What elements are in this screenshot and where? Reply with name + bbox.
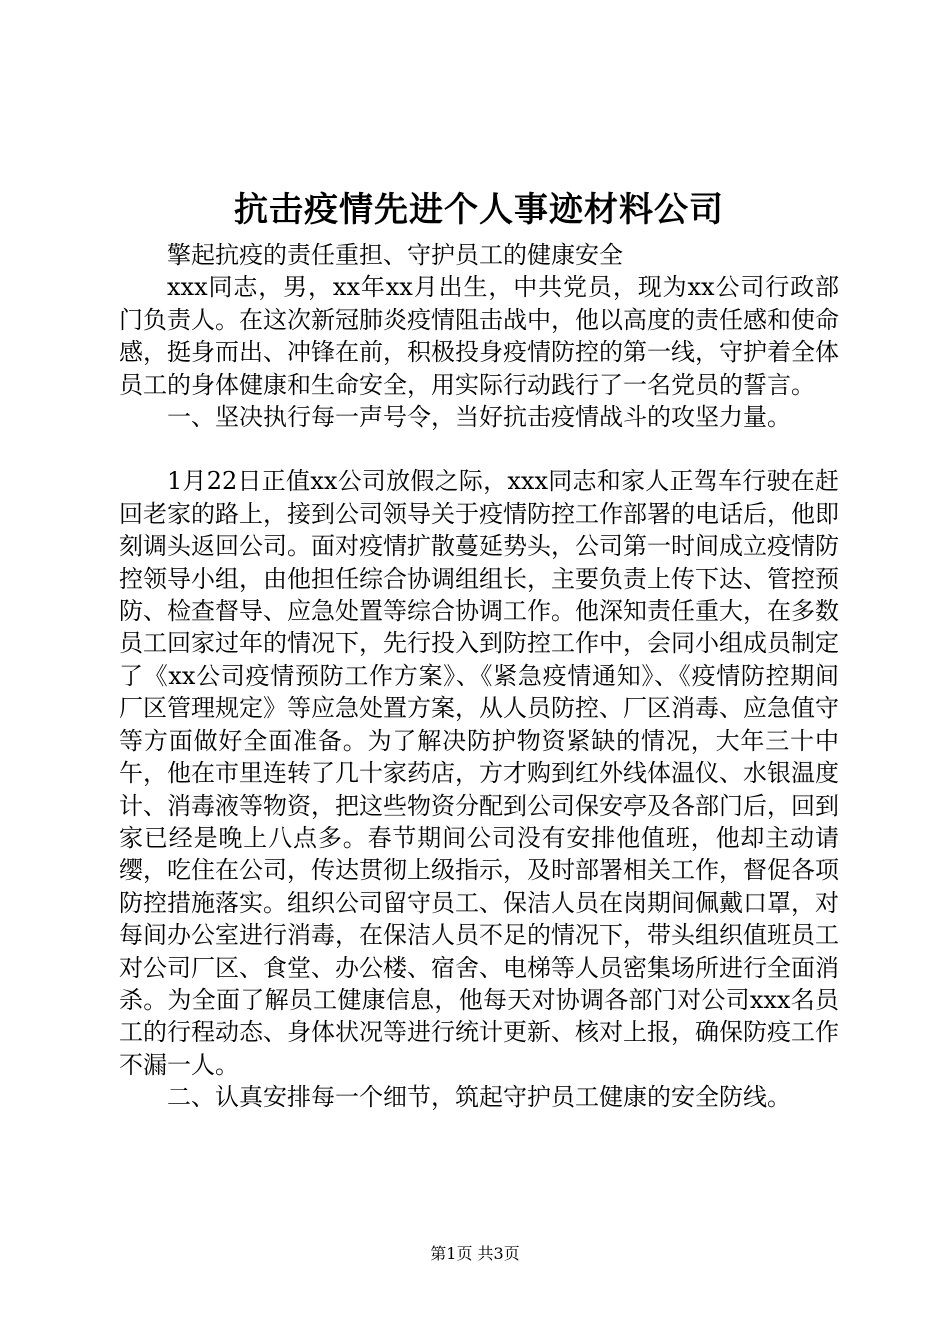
section-1-body: 1月22日正值xx公司放假之际，xxx同志和家人正驾车行驶在赶回老家的路上，接到公司领导关于疫情防控工作部署的电话后，他即刻调头返回公司。面对疫情扩散蔓延势头，公司第一时间成立疫情防控领导小组，由他担任综合协调组组长，主要负责上传下达、管控预防、检查督导、应急处置等综合协调工作。他深知责任重大，在多数员工回家过年的情况下，先行投入到防控工作中，会同小组成员制定了《xx公司疫情预防工作方案》、《紧急疫情通知》、《疫情防控期间厂区管理规定》等应急处置方案，从人员防控、厂区消毒、应急值守等方面做好全面准备。为了解决防护物资紧缺的情况，大年三十中午，他在市里连转了几十家药店，方才购到红外线体温仪、水银温度计、消毒液等物资，把这些物资分配到公司保安亭及各部门后，回到家已经是晚上八点多。春节期间公司没有安排他值班，他却主动请缨，吃住在公司，传达贯彻上级指示，及时部署相关工作，督促各项防控措施落实。组织公司留守员工、保洁人员在岗期间佩戴口罩，对每间办公室进行消毒，在保洁人员不足的情况下，带头组织值班员工对公司厂区、食堂、办公楼、宿舍、电梯等人员密集场所进行全面消杀。为全面了解员工健康信息，他每天对协调各部门对公司xxx名员工的行程动态、身体状况等进行统计更新、核对上报，确保防疫工作不漏一人。 [119, 467, 839, 1079]
document-subtitle: 擎起抗疫的责任重担、守护员工的健康安全 [167, 241, 623, 269]
intro-paragraph: xxx同志，男，xx年xx月出生，中共党员，现为xx公司行政部门负责人。在这次新冠肺炎疫情阻击战中，他以高度的责任感和使命感，挺身而出、冲锋在前，积极投身疫情防控的第一线，守护着全体员工的身体健康和生命安全，用实际行动践行了一名党员的誓言。 [119, 273, 839, 399]
paragraph-spacer [119, 433, 839, 465]
page-footer: 第1页 共3页 [430, 1244, 520, 1263]
document-title: 抗击疫情先进个人事迹材料公司 [234, 190, 724, 230]
section-1-heading: 一、坚决执行每一声号令，当好抗击疫情战斗的攻坚力量。 [167, 403, 791, 432]
section-2-heading: 二、认真安排每一个细节，筑起守护员工健康的安全防线。 [167, 1083, 791, 1112]
document-page [119, 185, 839, 1114]
